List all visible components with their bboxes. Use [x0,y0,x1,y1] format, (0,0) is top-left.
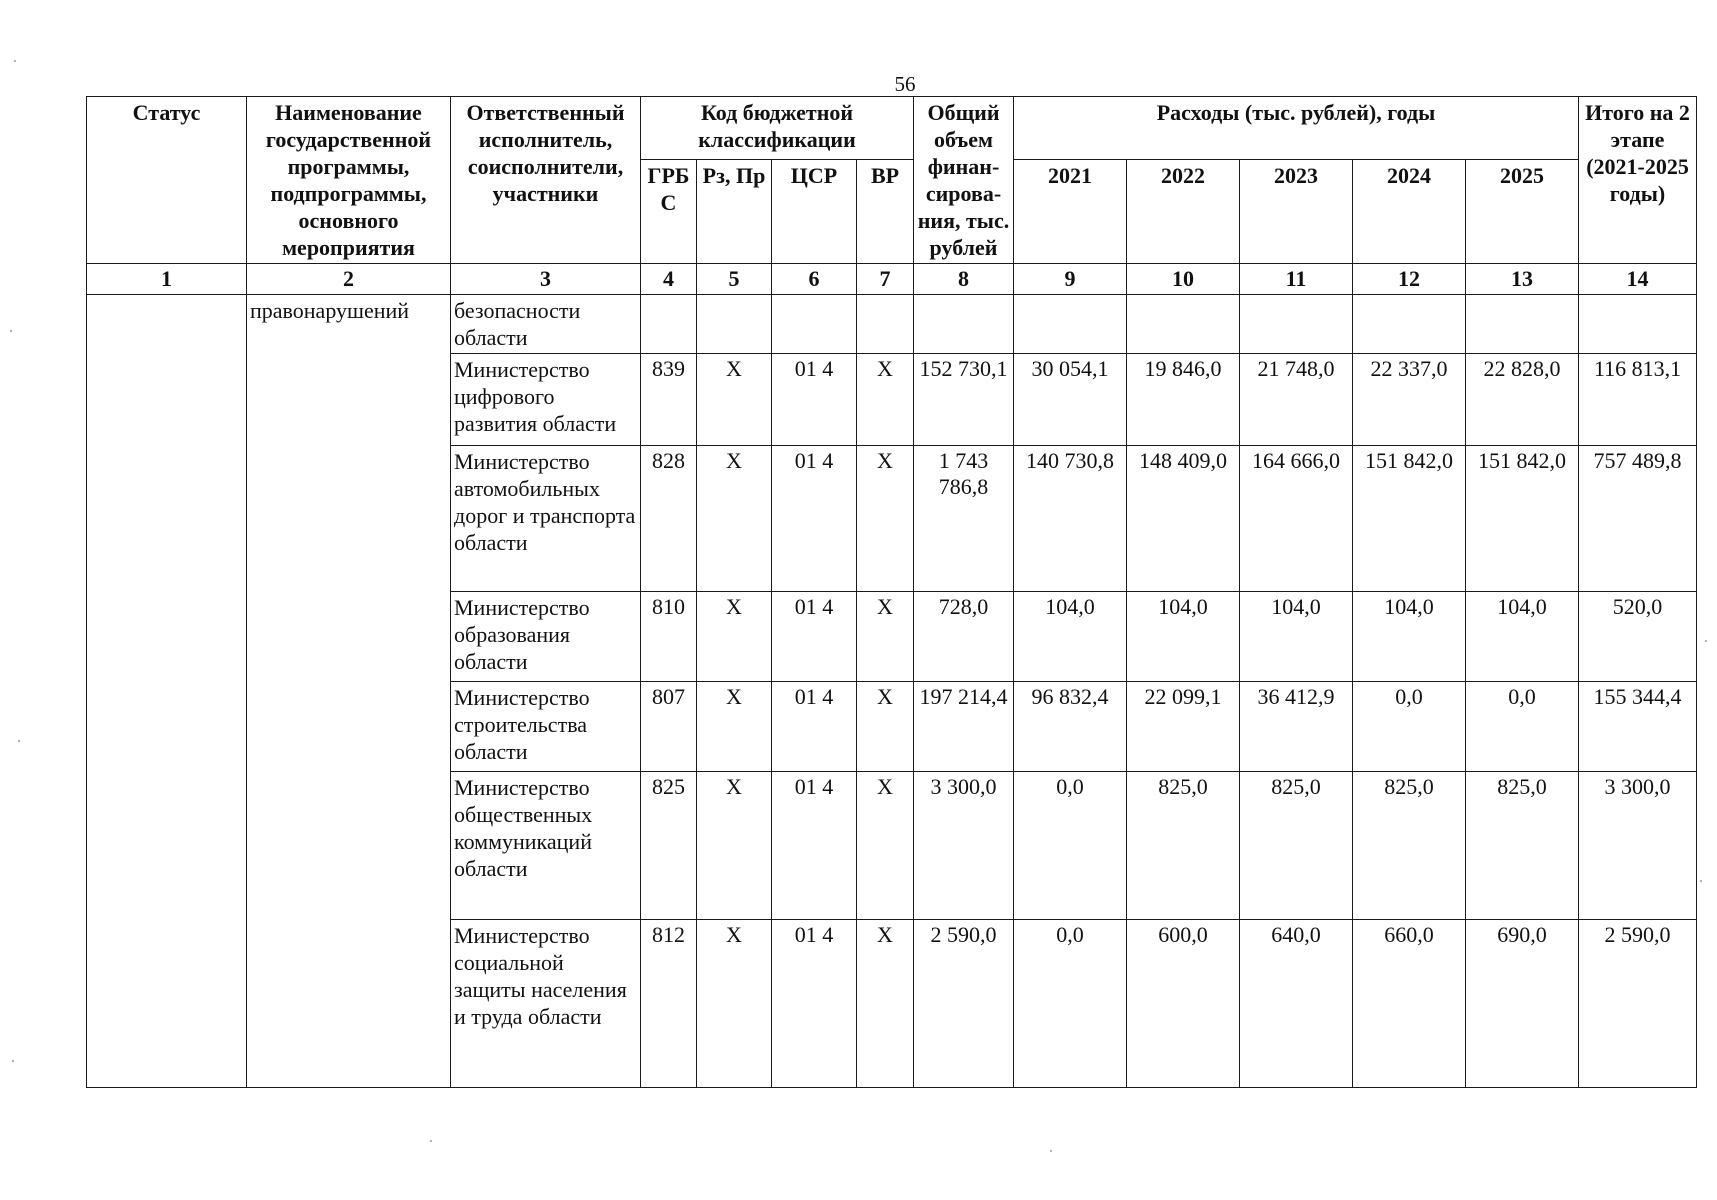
header-program-name: Наименование государственной программы, подпрограммы, основного мероприятия [247,97,451,264]
header-expenses-group: Расходы (тыс. рублей), годы [1014,97,1579,160]
year-2022-cell: 825,0 [1127,772,1240,920]
header-rz-pr: Рз, Пр [697,160,772,264]
year-2022-cell: 104,0 [1127,592,1240,682]
total-cell: 197 214,4 [914,682,1014,772]
csr-cell: 01 4 [772,772,857,920]
rz-pr-cell: X [697,592,772,682]
total-cell: 1 743 786,8 [914,446,1014,592]
header-total-volume: Общий объем финан-сирова-ния, тыс. рублей [914,97,1014,264]
grbs-cell: 810 [641,592,697,682]
year-2024-cell: 825,0 [1353,772,1466,920]
column-number: 10 [1127,264,1240,295]
csr-cell: 01 4 [772,682,857,772]
executor-cell: Министерство общественных коммуникаций области [451,772,641,920]
year-2025-cell: 690,0 [1466,920,1579,1088]
year-2025-cell [1466,295,1579,354]
page-number: 56 [894,72,916,96]
scan-speck [14,60,16,62]
total-cell [914,295,1014,354]
year-2025-cell: 825,0 [1466,772,1579,920]
rz-pr-cell: X [697,446,772,592]
executor-cell: Министерство строительства области [451,682,641,772]
stage-total-cell: 3 300,0 [1579,772,1697,920]
year-2022-cell: 148 409,0 [1127,446,1240,592]
executor-cell: Министерство образования области [451,592,641,682]
budget-table [86,96,1697,1088]
column-number: 12 [1353,264,1466,295]
column-number: 1 [87,264,247,295]
column-number: 13 [1466,264,1579,295]
csr-cell: 01 4 [772,446,857,592]
year-2021-cell: 140 730,8 [1014,446,1127,592]
year-2021-cell: 96 832,4 [1014,682,1127,772]
column-number: 11 [1240,264,1353,295]
header-budget-code-group: Код бюджетной классификации [641,97,914,160]
year-2021-cell: 30 054,1 [1014,354,1127,446]
header-grbs: ГРБ С [641,160,697,264]
column-number: 3 [451,264,641,295]
year-2025-cell: 151 842,0 [1466,446,1579,592]
header-year-2021: 2021 [1014,160,1127,264]
vr-cell [857,295,914,354]
table-row [87,295,1697,354]
total-cell: 3 300,0 [914,772,1014,920]
rz-pr-cell: X [697,920,772,1088]
total-cell: 728,0 [914,592,1014,682]
year-2021-cell: 104,0 [1014,592,1127,682]
year-2022-cell: 600,0 [1127,920,1240,1088]
csr-cell [772,295,857,354]
header-vr: ВР [857,160,914,264]
header-year-2024: 2024 [1353,160,1466,264]
year-2022-cell: 19 846,0 [1127,354,1240,446]
scan-speck [10,330,12,332]
vr-cell: X [857,354,914,446]
total-cell: 152 730,1 [914,354,1014,446]
stage-total-cell: 116 813,1 [1579,354,1697,446]
grbs-cell [641,295,697,354]
column-number: 9 [1014,264,1127,295]
header-year-2022: 2022 [1127,160,1240,264]
year-2024-cell: 22 337,0 [1353,354,1466,446]
total-cell: 2 590,0 [914,920,1014,1088]
scan-speck [430,1140,432,1142]
csr-cell: 01 4 [772,920,857,1088]
grbs-cell: 825 [641,772,697,920]
header-executor: Ответственный исполнитель, соисполнители, участники [451,97,641,264]
executor-cell: Министерство социальной защиты населения и труда области [451,920,641,1088]
status-cell [87,295,247,1088]
scan-speck [1705,640,1707,642]
grbs-cell: 807 [641,682,697,772]
header-year-2023: 2023 [1240,160,1353,264]
header-status: Статус [87,97,247,264]
vr-cell: X [857,772,914,920]
grbs-cell: 812 [641,920,697,1088]
year-2023-cell: 104,0 [1240,592,1353,682]
rz-pr-cell [697,295,772,354]
rz-pr-cell: X [697,682,772,772]
year-2025-cell: 0,0 [1466,682,1579,772]
year-2022-cell: 22 099,1 [1127,682,1240,772]
stage-total-cell: 155 344,4 [1579,682,1697,772]
year-2023-cell: 640,0 [1240,920,1353,1088]
vr-cell: X [857,920,914,1088]
year-2024-cell [1353,295,1466,354]
header-year-2025: 2025 [1466,160,1579,264]
executor-cell: Министерство автомобильных дорог и транспорта области [451,446,641,592]
year-2021-cell [1014,295,1127,354]
vr-cell: X [857,682,914,772]
vr-cell: X [857,592,914,682]
executor-cell: Министерство цифрового развития области [451,354,641,446]
stage-total-cell: 757 489,8 [1579,446,1697,592]
stage-total-cell: 520,0 [1579,592,1697,682]
year-2022-cell [1127,295,1240,354]
year-2025-cell: 104,0 [1466,592,1579,682]
year-2024-cell: 660,0 [1353,920,1466,1088]
year-2024-cell: 0,0 [1353,682,1466,772]
year-2023-cell: 21 748,0 [1240,354,1353,446]
vr-cell: X [857,446,914,592]
year-2025-cell: 22 828,0 [1466,354,1579,446]
column-number: 6 [772,264,857,295]
header-stage-total: Итого на 2 этапе (2021-2025 годы) [1579,97,1697,264]
scan-speck [18,740,20,742]
column-number: 5 [697,264,772,295]
csr-cell: 01 4 [772,354,857,446]
column-number: 4 [641,264,697,295]
year-2023-cell: 36 412,9 [1240,682,1353,772]
grbs-cell: 839 [641,354,697,446]
year-2021-cell: 0,0 [1014,920,1127,1088]
column-number: 8 [914,264,1014,295]
stage-total-cell [1579,295,1697,354]
column-number: 14 [1579,264,1697,295]
grbs-cell: 828 [641,446,697,592]
column-number: 2 [247,264,451,295]
program-name-cell: правонарушений [247,295,451,1088]
year-2023-cell: 825,0 [1240,772,1353,920]
scan-speck [12,1060,14,1062]
scan-speck [1050,1150,1052,1152]
column-number-row [87,264,1697,295]
rz-pr-cell: X [697,772,772,920]
rz-pr-cell: X [697,354,772,446]
header-csr: ЦСР [772,160,857,264]
column-number: 7 [857,264,914,295]
executor-cell: безопасности области [451,295,641,354]
year-2021-cell: 0,0 [1014,772,1127,920]
year-2024-cell: 104,0 [1353,592,1466,682]
year-2023-cell [1240,295,1353,354]
year-2024-cell: 151 842,0 [1353,446,1466,592]
stage-total-cell: 2 590,0 [1579,920,1697,1088]
scan-speck [1700,880,1702,882]
csr-cell: 01 4 [772,592,857,682]
year-2023-cell: 164 666,0 [1240,446,1353,592]
